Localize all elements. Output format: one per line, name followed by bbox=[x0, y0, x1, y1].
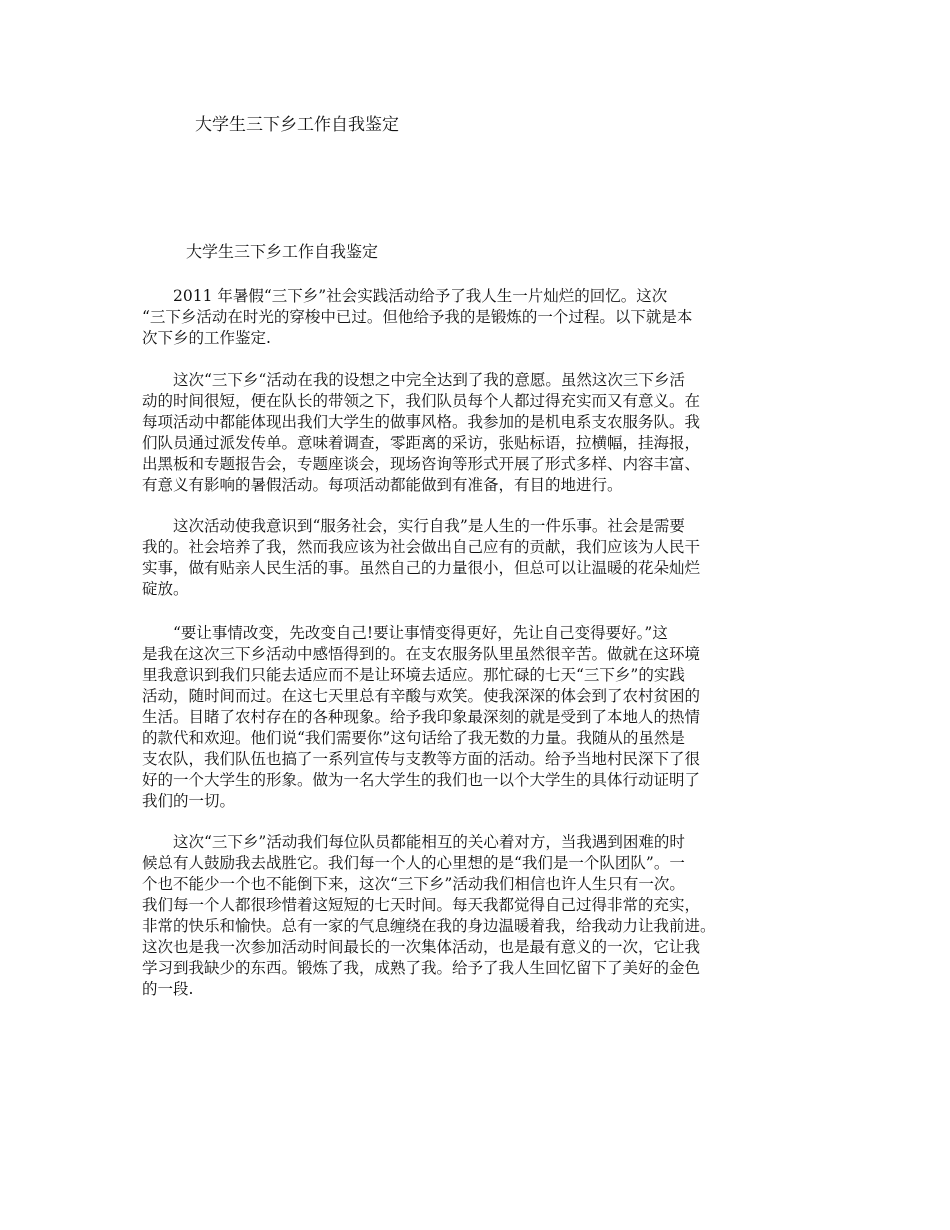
paragraph-line: 是我在这次三下乡活动中感悟得到的。在支农服务队里虽然很辛苦。做就在这环境 bbox=[142, 645, 701, 663]
paragraph-line: 实事，做有贴亲人民生活的事。虽然自己的力量很小，但总可以让温暖的花朵灿烂 bbox=[142, 559, 701, 577]
paragraph-line: 的一段. bbox=[142, 980, 194, 998]
paragraph-2 bbox=[142, 370, 822, 496]
paragraph-line: “要让事情改变，先改变自己!要让事情变得更好，先让自己变得要好。”这 bbox=[142, 624, 668, 642]
document-subtitle: 大学生三下乡工作自我鉴定 bbox=[186, 242, 379, 261]
paragraph-line: 我的。社会培养了我，然而我应该为社会做出自己应有的贡献，我们应该为人民干 bbox=[142, 538, 701, 556]
paragraph-line: 们队员通过派发传单。意味着调查，零距离的采访，张贴标语，拉横幅，挂海报， bbox=[142, 434, 701, 452]
paragraph-line: 好的一个大学生的形象。做为一名大学生的我们也一以个大学生的具体行动证明了 bbox=[142, 771, 701, 789]
document-title: 大学生三下乡工作自我鉴定 bbox=[195, 115, 399, 135]
paragraph-line: 这次也是我一次参加活动时间最长的一次集体活动，也是最有意义的一次，它让我 bbox=[142, 938, 701, 956]
paragraph-line: 生活。目睹了农村存在的各种现象。给予我印象最深刻的就是受到了本地人的热情 bbox=[142, 708, 701, 726]
paragraph-line: 活动，随时间而过。在这七天里总有辛酸与欢笑。使我深深的体会到了农村贫困的 bbox=[142, 687, 701, 705]
paragraph-line: “三下乡活动在时光的穿梭中已过。但他给予我的是锻炼的一个过程。以下就是本 bbox=[142, 308, 693, 326]
paragraph-line: 学习到我缺少的东西。锻炼了我，成熟了我。给予了我人生回忆留下了美好的金色 bbox=[142, 959, 701, 977]
paragraph-line: 个也不能少一个也不能倒下来，这次“三下乡”活动我们相信也许人生只有一次。 bbox=[142, 875, 685, 893]
paragraph-5 bbox=[142, 832, 822, 1000]
paragraph-line: 出黑板和专题报告会，专题座谈会，现场咨询等形式开展了形式多样、内容丰富、 bbox=[142, 455, 701, 473]
paragraph-line: 的款代和欢迎。他们说“我们需要你”这句话给了我无数的力量。我随从的虽然是 bbox=[142, 729, 685, 747]
paragraph-line: 非常的快乐和愉快。总有一家的气息缠绕在我的身边温暖着我，给我动力让我前进。 bbox=[142, 917, 716, 935]
paragraph-1 bbox=[142, 286, 822, 349]
paragraph-line: 碇放。 bbox=[142, 580, 189, 598]
paragraph-line: 我们每一个人都很珍惜着这短短的七天时间。每天我都觉得自己过得非常的充实， bbox=[142, 896, 701, 914]
paragraph-line: 我们的一切。 bbox=[142, 792, 236, 810]
paragraph-line: 每项活动中都能体现出我们大学生的做事风格。我参加的是机电系支农服务队。我 bbox=[142, 413, 701, 431]
paragraph-line: 里我意识到我们只能去适应而不是让环境去适应。那忙碌的七天“三下乡”的实践 bbox=[142, 666, 685, 684]
paragraph-4 bbox=[142, 623, 822, 812]
paragraph-line: 这次“三下乡”活动我们每位队员都能相互的关心着对方，当我遇到困难的时 bbox=[142, 833, 685, 851]
paragraph-3 bbox=[142, 516, 822, 600]
paragraph-line: 次下乡的工作鉴定. bbox=[142, 329, 271, 347]
paragraph-line: 候总有人鼓励我去战胜它。我们每一个人的心里想的是“我们是一个队团队”。一 bbox=[142, 854, 685, 872]
paragraph-line: 这次活动使我意识到“服务社会，实行自我”是人生的一件乐事。社会是需要 bbox=[142, 517, 685, 535]
paragraph-line: 有意义有影响的暑假活动。每项活动都能做到有准备，有目的地进行。 bbox=[142, 476, 623, 494]
paragraph-line: 2011 年暑假“三下乡”社会实践活动给予了我人生一片灿烂的回忆。这次 bbox=[142, 287, 668, 305]
paragraph-line: 动的时间很短，便在队长的带领之下，我们队员每个人都过得充实而又有意义。在 bbox=[142, 392, 701, 410]
paragraph-line: 这次“三下乡“活动在我的设想之中完全达到了我的意愿。虽然这次三下乡活 bbox=[142, 371, 685, 389]
paragraph-line: 支农队，我们队伍也搞了一系列宣传与支教等方面的活动。给予当地村民深下了很 bbox=[142, 750, 701, 768]
